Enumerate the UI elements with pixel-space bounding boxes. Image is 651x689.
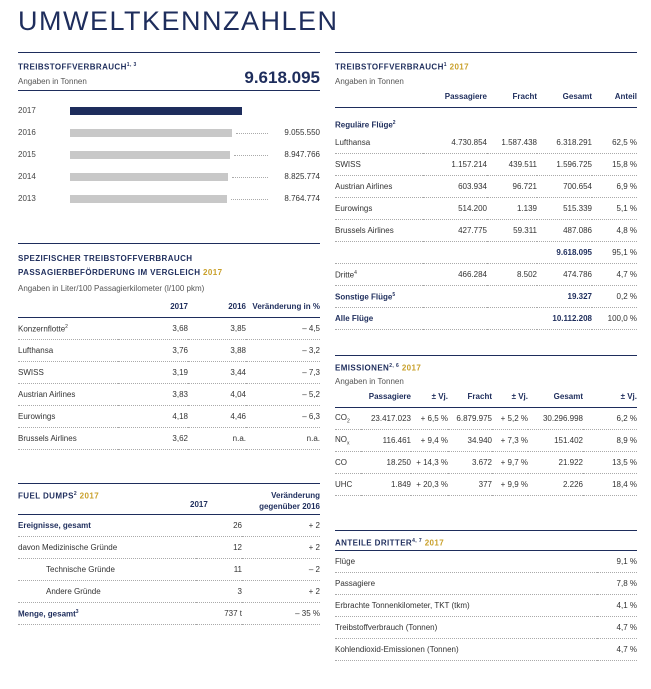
value-freight: 96.721: [487, 176, 537, 198]
fuel-bar: [70, 107, 242, 115]
footnote-ref: 2: [392, 120, 396, 127]
value-passengers: 4.730.854: [423, 132, 487, 154]
row-label-text: Dritte: [335, 270, 355, 280]
subscript: 2: [347, 418, 350, 425]
fuel-bar: [70, 195, 227, 203]
dumps-heading: FUEL DUMPS$^2$ 2017: [18, 491, 100, 501]
row-label-text: Brussels Airlines: [18, 434, 77, 443]
specific-heading: SPEZIFISCHER TREIBSTOFFVERBRAUCH PASSAGIERBEFÖRDERUNG IM VERGLEICH 2017: [18, 254, 223, 277]
value-total: 1.596.725: [537, 154, 592, 176]
row-label: [18, 515, 196, 537]
value-g: 2.226: [528, 474, 583, 496]
table-row: [335, 154, 637, 176]
fuel-bar-year: 2016: [18, 128, 36, 137]
value-total: 700.654: [537, 176, 592, 198]
row-label-text: Menge, gesamt: [18, 609, 76, 619]
fuel-bar-year: 2014: [18, 172, 36, 181]
split-table: [335, 86, 637, 330]
row-label-text: CO: [335, 458, 347, 467]
value-change: – 4,5: [246, 318, 320, 340]
table-row: [335, 264, 637, 286]
value-share: 4,8 %: [592, 220, 637, 242]
value-total: 19.327: [537, 286, 592, 308]
em-col-freight: Fracht: [448, 386, 492, 408]
table-row: [335, 286, 637, 308]
split-heading: TREIBSTOFFVERBRAUCH$^1$ 2017: [335, 62, 470, 72]
row-label-text: SWISS: [335, 160, 361, 169]
footnote-ref: 4: [354, 269, 357, 276]
fuel-bar-value: 9.055.550: [284, 128, 320, 137]
row-label-text: Eurowings: [18, 412, 56, 421]
row-label: Kohlendioxid-Emissionen (Tonnen): [335, 639, 597, 661]
row-label: [335, 308, 423, 330]
value-share: 9,1 %: [597, 551, 637, 573]
em-col-freight-change: ± Vj.: [492, 386, 528, 408]
value-share: 4,1 %: [597, 595, 637, 617]
value-passengers: 466.284: [423, 264, 487, 286]
value-pv: + 6,5 %: [411, 408, 448, 430]
row-label: [335, 264, 423, 286]
row-label: [18, 362, 118, 384]
table-row: [18, 537, 320, 559]
em-col-name: [335, 386, 361, 408]
fuel-bar-leader: [234, 155, 268, 156]
specific-unit: Angaben in Liter/100 Passagierkilometer (l/100 pkm): [18, 284, 205, 293]
fuel-bar-year: 2017: [18, 106, 36, 115]
value-2016: n.a.: [188, 428, 246, 450]
value-f: 3.672: [448, 452, 492, 474]
em-col-total: Gesamt: [528, 386, 583, 408]
table-row: [335, 408, 637, 430]
value-freight: 439.511: [487, 154, 537, 176]
row-label: [18, 406, 118, 428]
value-freight: 1.587.438: [487, 132, 537, 154]
value-share: 4,7 %: [592, 264, 637, 286]
third-heading: ANTEILE DRITTER$^{4, 7}$ 2017: [335, 538, 445, 548]
value-freight: [487, 308, 537, 330]
emissions-table: [335, 386, 637, 496]
value-gv: 13,5 %: [583, 452, 637, 474]
value-change: n.a.: [246, 428, 320, 450]
fuel-bar-value: 8.947.766: [284, 150, 320, 159]
section-label: [335, 108, 637, 133]
table-row: [335, 132, 637, 154]
row-label: [18, 428, 118, 450]
row-label: [335, 220, 423, 242]
value-freight: 8.502: [487, 264, 537, 286]
table-row: [18, 362, 320, 384]
value-share: 62,5 %: [592, 132, 637, 154]
row-label: Erbrachte Tonnenkilometer, TKT (tkm): [335, 595, 597, 617]
value-share: 100,0 %: [592, 308, 637, 330]
row-label: [335, 132, 423, 154]
value-2016: 3,88: [188, 340, 246, 362]
specific-col-2016: 2016: [188, 296, 246, 318]
specific-col-2017: 2017: [118, 296, 188, 318]
row-label-text: Alle Flüge: [335, 314, 374, 323]
row-label: Treibstoffverbrauch (Tonnen): [335, 617, 597, 639]
value-total: 474.786: [537, 264, 592, 286]
row-label: Flüge: [335, 551, 597, 573]
fuel-bar-leader: [232, 177, 268, 178]
fuel-bar-row: [18, 123, 320, 144]
value-passengers: [423, 308, 487, 330]
table-row: [335, 220, 637, 242]
value-2016: 4,04: [188, 384, 246, 406]
value-2017: 3,83: [118, 384, 188, 406]
value-g: 30.296.998: [528, 408, 583, 430]
value-change: – 5,2: [246, 384, 320, 406]
row-label-text: Sonstige Flüge: [335, 292, 393, 302]
row-label: [335, 452, 361, 474]
value-passengers: 514.200: [423, 198, 487, 220]
value-change: – 7,3: [246, 362, 320, 384]
split-col-name: [335, 86, 423, 108]
row-label: [335, 430, 361, 452]
section-row: [335, 108, 637, 133]
value-freight: 1.139: [487, 198, 537, 220]
table-row: [335, 617, 637, 639]
split-col-total: Gesamt: [537, 86, 592, 108]
value-p: 23.417.023: [361, 408, 411, 430]
row-label-text: Brussels Airlines: [335, 226, 394, 235]
table-row: [335, 176, 637, 198]
table-row: [18, 515, 320, 537]
value-gv: 6,2 %: [583, 408, 637, 430]
row-label-text: Lufthansa: [18, 346, 54, 355]
value-change: + 2: [242, 515, 320, 537]
third-table: [335, 551, 637, 661]
value-share: 95,1 %: [592, 242, 637, 264]
row-label-text: Ereignisse, gesamt: [18, 521, 91, 530]
value-2017: 3: [196, 581, 242, 603]
row-label-text: Lufthansa: [335, 138, 371, 147]
table-row: [335, 430, 637, 452]
specific-col-change: Veränderung in %: [246, 296, 320, 318]
dumps-col-change: Veränderung gegenüber 2016: [259, 491, 320, 511]
value-gv: 8,9 %: [583, 430, 637, 452]
table-row: [335, 242, 637, 264]
fuel-bar-row: [18, 101, 320, 122]
fuel-bar-row: [18, 145, 320, 166]
row-label-text: Technische Gründe: [46, 565, 115, 574]
table-row: [335, 198, 637, 220]
row-label-text: Austrian Airlines: [335, 182, 393, 191]
fuel-total: 9.618.095: [244, 68, 320, 87]
specific-col-name: [18, 296, 118, 318]
value-total: 515.339: [537, 198, 592, 220]
value-total: 487.086: [537, 220, 592, 242]
row-label: [335, 176, 423, 198]
value-passengers: 427.775: [423, 220, 487, 242]
emissions-divider: [335, 355, 637, 356]
value-passengers: [423, 286, 487, 308]
value-change: + 2: [242, 581, 320, 603]
value-2017: 3,19: [118, 362, 188, 384]
split-unit: Angaben in Tonnen: [335, 77, 404, 86]
fuel-bar-leader: [236, 133, 268, 134]
value-total: 9.618.095: [537, 242, 592, 264]
table-row: [18, 581, 320, 603]
dumps-table: [18, 515, 320, 625]
value-change: – 35 %: [242, 603, 320, 625]
table-row: [18, 384, 320, 406]
value-passengers: [423, 242, 487, 264]
value-f: 6.879.975: [448, 408, 492, 430]
table-row: [18, 340, 320, 362]
em-col-total-change: ± Vj.: [583, 386, 637, 408]
fuel-bar-year: 2013: [18, 194, 36, 203]
row-label: [18, 340, 118, 362]
value-2016: 3,85: [188, 318, 246, 340]
value-pv: + 9,4 %: [411, 430, 448, 452]
table-row: [18, 318, 320, 340]
value-gv: 18,4 %: [583, 474, 637, 496]
value-change: – 2: [242, 559, 320, 581]
value-2017: 11: [196, 559, 242, 581]
value-passengers: 603.934: [423, 176, 487, 198]
table-row: [335, 639, 637, 661]
value-passengers: 1.157.214: [423, 154, 487, 176]
value-p: 18.250: [361, 452, 411, 474]
value-f: 377: [448, 474, 492, 496]
row-label-text: CO: [335, 412, 347, 422]
fuel-bar-value: 8.825.774: [284, 172, 320, 181]
table-row: [335, 551, 637, 573]
dumps-col-2017: 2017: [190, 500, 208, 509]
row-label: [18, 537, 196, 559]
row-label-text: SWISS: [18, 368, 44, 377]
table-row: [18, 406, 320, 428]
value-g: 151.402: [528, 430, 583, 452]
row-label: [335, 154, 423, 176]
fuel-unit: Angaben in Tonnen: [18, 77, 87, 86]
row-label: [18, 603, 196, 625]
row-label-text: UHC: [335, 480, 353, 489]
value-change: + 2: [242, 537, 320, 559]
value-freight: 59.311: [487, 220, 537, 242]
em-col-passengers: Passagiere: [361, 386, 411, 408]
page-title: UMWELTKENNZAHLEN: [18, 6, 339, 36]
row-label: [18, 384, 118, 406]
section-label-text: Reguläre Flüge: [335, 121, 393, 130]
table-row: [335, 452, 637, 474]
specific-divider: [18, 243, 320, 244]
row-label-text: Andere Gründe: [46, 587, 101, 596]
emissions-heading: EMISSIONEN$^{2, 6}$ 2017: [335, 363, 422, 373]
split-col-passengers: Passagiere: [423, 86, 487, 108]
value-2017: 3,68: [118, 318, 188, 340]
row-label-text: NO: [335, 434, 347, 444]
footnote-ref: 3: [75, 608, 79, 615]
table-row: [335, 573, 637, 595]
subscript: x: [347, 440, 350, 447]
emissions-unit: Angaben in Tonnen: [335, 377, 404, 386]
row-label: [335, 474, 361, 496]
dumps-divider: [18, 483, 320, 484]
fuel-bar-value: 8.764.774: [284, 194, 320, 203]
row-label-text: Austrian Airlines: [18, 390, 76, 399]
specific-table: [18, 296, 320, 450]
table-row: [335, 474, 637, 496]
value-fv: + 9,9 %: [492, 474, 528, 496]
table-row: [18, 559, 320, 581]
row-label: [18, 559, 196, 581]
split-divider: [335, 52, 637, 53]
value-2016: 3,44: [188, 362, 246, 384]
value-fv: + 5,2 %: [492, 408, 528, 430]
value-total: 6.318.291: [537, 132, 592, 154]
fuel-bar: [70, 151, 230, 159]
value-2017: 3,76: [118, 340, 188, 362]
value-g: 21.922: [528, 452, 583, 474]
value-share: 15,8 %: [592, 154, 637, 176]
row-label: [335, 286, 423, 308]
value-freight: [487, 242, 537, 264]
value-2017: 12: [196, 537, 242, 559]
fuel-bar-year: 2015: [18, 150, 36, 159]
value-fv: + 7,3 %: [492, 430, 528, 452]
row-label-text: davon Medizinische Gründe: [18, 543, 118, 552]
em-col-passengers-change: ± Vj.: [411, 386, 448, 408]
value-share: 4,7 %: [597, 617, 637, 639]
table-row: [18, 603, 320, 625]
fuel-bar-leader: [231, 199, 268, 200]
row-label: [335, 408, 361, 430]
split-col-freight: Fracht: [487, 86, 537, 108]
value-share: 4,7 %: [597, 639, 637, 661]
fuel-heading: TREIBSTOFFVERBRAUCH$^{1, 3}$: [18, 62, 137, 72]
value-p: 1.849: [361, 474, 411, 496]
row-label: [335, 198, 423, 220]
row-label: Passagiere: [335, 573, 597, 595]
row-label: [18, 581, 196, 603]
value-freight: [487, 286, 537, 308]
fuel-divider: [18, 52, 320, 53]
table-row: [18, 428, 320, 450]
value-2017: 737 t: [196, 603, 242, 625]
row-label-text: Konzernflotte: [18, 324, 66, 334]
footnote-ref: 5: [392, 291, 396, 298]
split-col-share: Anteil: [592, 86, 637, 108]
value-change: – 6,3: [246, 406, 320, 428]
third-divider: [335, 530, 637, 531]
table-row: [335, 308, 637, 330]
table-row: [335, 595, 637, 617]
value-p: 116.461: [361, 430, 411, 452]
value-pv: + 20,3 %: [411, 474, 448, 496]
value-share: 5,1 %: [592, 198, 637, 220]
fuel-bar: [70, 129, 232, 137]
value-2017: 26: [196, 515, 242, 537]
fuel-bar: [70, 173, 228, 181]
row-label: [335, 242, 423, 264]
fuel-bar-chart: [18, 101, 320, 211]
fuel-total-underline: [18, 90, 320, 91]
fuel-bar-row: [18, 167, 320, 188]
value-2017: 3,62: [118, 428, 188, 450]
value-total: 10.112.208: [537, 308, 592, 330]
value-share: 7,8 %: [597, 573, 637, 595]
fuel-bar-row: [18, 189, 320, 210]
row-label: [18, 318, 118, 340]
value-2017: 4,18: [118, 406, 188, 428]
value-share: 6,9 %: [592, 176, 637, 198]
row-label-text: Eurowings: [335, 204, 373, 213]
value-2016: 4,46: [188, 406, 246, 428]
value-f: 34.940: [448, 430, 492, 452]
footnote-ref: 2: [65, 323, 68, 330]
value-change: – 3,2: [246, 340, 320, 362]
value-share: 0,2 %: [592, 286, 637, 308]
value-pv: + 14,3 %: [411, 452, 448, 474]
value-fv: + 9,7 %: [492, 452, 528, 474]
